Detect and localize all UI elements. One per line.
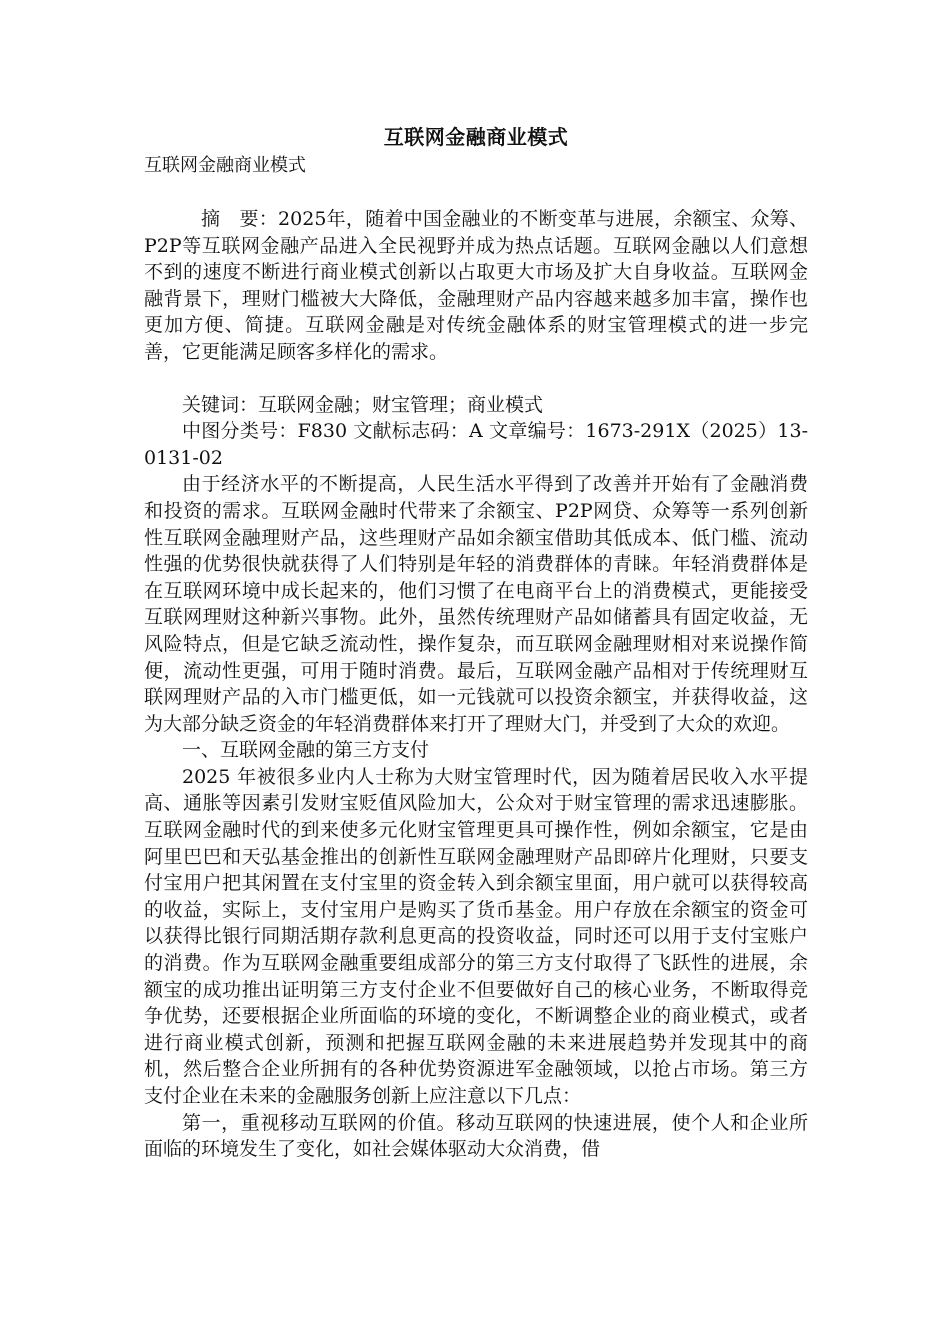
- classification-line: 中图分类号：F830 文献标志码：A 文章编号：1673-291X（2025）13-0131-02: [144, 420, 808, 469]
- section-heading-1: 一、互联网金融的第三方支付: [182, 739, 430, 762]
- abstract-paragraph: 摘 要：2025年，随着中国金融业的不断变革与进展，余额宝、众筹、P2P等互联网金融产品进入全民视野并成为热点话题。互联网金融以人们意想不到的速度不断进行商业模式创新以占取更大市场及扩大自身收益。互联网金融背景下，理财门槛被大大降低，金融理财产品内容越来越多加丰富，操作也更加方便、简捷。互联网金融是对传统金融体系的财宝管理模式的进一步完善，它更能满足顾客多样化的需求。: [144, 208, 808, 363]
- document-page: [144, 122, 808, 1163]
- keywords-line: 关键词：互联网金融；财宝管理；商业模式: [182, 393, 544, 416]
- document-subtitle: 互联网金融商业模式: [144, 155, 306, 176]
- document-title: 互联网金融商业模式: [383, 125, 569, 149]
- body-paragraph-3: 第一，重视移动互联网的价值。移动互联网的快速进展，使个人和企业所面临的环境发生了变化，如社会媒体驱动大众消费，借: [144, 1111, 808, 1161]
- body-paragraph-1: 由于经济水平的不断提高，人民生活水平得到了改善并开始有了金融消费和投资的需求。互联网金融时代带来了余额宝、P2P网贷、众筹等一系列创新性互联网金融理财产品，这些理财产品如余额宝借助其低成本、低门槛、流动性强的优势很快就获得了人们特别是年轻的消费群体的青睐。年轻消费群体是在互联网环境中成长起来的，他们习惯了在电商平台上的消费模式，更能接受互联网理财这种新兴事物。此外，虽然传统理财产品如储蓄具有固定收益，无风险特点，但是它缺乏流动性，操作复杂，而互联网金融理财相对来说操作简便，流动性更强，可用于随时消费。最后，互联网金融产品相对于传统理财互联网理财产品的入市门槛更低，如一元钱就可以投资余额宝，并获得收益，这为大部分缺乏资金的年轻消费群体来打开了理财大门，并受到了大众的欢迎。: [144, 473, 808, 735]
- body-paragraph-2: 2025 年被很多业内人士称为大财宝管理时代，因为随着居民收入水平提高、通胀等因素引发财宝贬值风险加大，公众对于财宝管理的需求迅速膨胀。互联网金融时代的到来使多元化财宝管理更具可操作性，例如余额宝，它是由阿里巴巴和天弘基金推出的创新性互联网金融理财产品即碎片化理财，只要支付宝用户把其闲置在支付宝里的资金转入到余额宝里面，用户就可以获得较高的收益，实际上，支付宝用户是购买了货币基金。用户存放在余额宝的资金可以获得比银行同期活期存款利息更高的投资收益，同时还可以用于支付宝账户的消费。作为互联网金融重要组成部分的第三方支付取得了飞跃性的进展，余额宝的成功推出证明第三方支付企业不但要做好自己的核心业务，不断取得竞争优势，还要根据企业所面临的环境的变化，不断调整企业的商业模式，或者进行商业模式创新，预测和把握互联网金融的未来进展趋势并发现其中的商机，然后整合企业所拥有的各种优势资源进军金融领域，以抢占市场。第三方支付企业在未来的金融服务创新上应注意以下几点：: [144, 765, 808, 1107]
